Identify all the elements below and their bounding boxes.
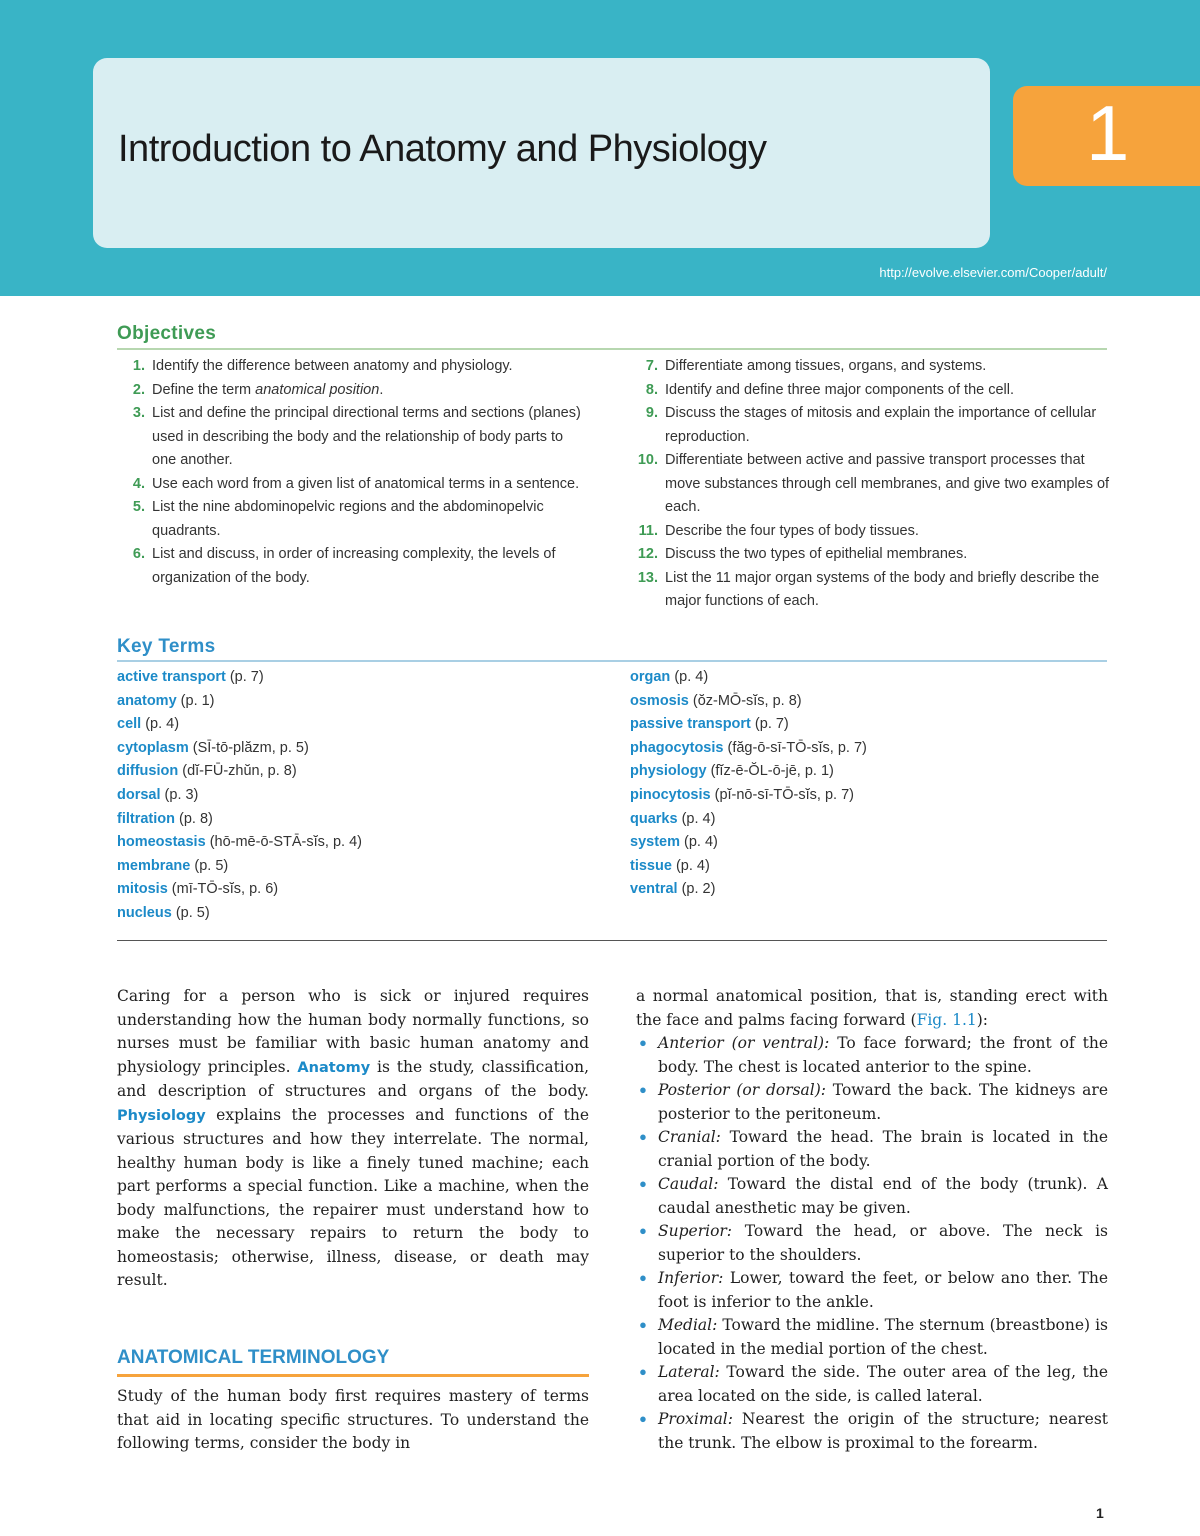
objective-text: List the 11 major organ systems of the body and briefly describe the major functions of each. — [665, 569, 1100, 609]
directional-term-text: Toward the head. The brain is located in the cranial portion of the body. — [658, 1128, 1108, 1170]
objective-item — [117, 402, 587, 473]
right-intro — [636, 985, 1108, 1032]
key-term-reference: (p. 7) — [754, 716, 789, 733]
key-term-reference: (p. 4) — [675, 857, 710, 874]
key-term-item — [630, 878, 1110, 902]
key-term-item — [117, 690, 597, 714]
objective-text-end: . — [379, 381, 384, 398]
body-paragraph-terminology: Study of the human body first requires mastery of terms that aid in locating specific structures. To understand the following terms, consider the body in — [117, 1387, 589, 1452]
key-term[interactable]: phagocytosis — [630, 739, 724, 756]
objectives-rule — [117, 348, 1107, 350]
key-term-reference: (p. 4) — [681, 810, 716, 827]
objective-text: Differentiate among tissues, organs, and systems. — [665, 358, 987, 374]
key-term-item — [630, 808, 1110, 832]
objective-text: Describe the four types of body tissues. — [665, 522, 919, 539]
directional-term-label: Medial: — [658, 1316, 718, 1334]
directional-term-item — [636, 1408, 1108, 1455]
directional-term-item — [636, 1267, 1108, 1314]
key-term-reference: (ŏz-MŌ-sĭs, p. 8) — [692, 692, 802, 709]
key-term[interactable]: osmosis — [630, 692, 689, 709]
figure-reference-link[interactable]: Fig. 1.1 — [916, 1010, 977, 1029]
term-physiology[interactable]: Physiology — [117, 1107, 206, 1124]
key-term-item — [630, 831, 1110, 855]
directional-term-text: Nearest the origin of the structure; nearest the trunk. The elbow is proximal to the forearm. — [658, 1410, 1108, 1452]
directional-term-text: Toward the distal end of the body (trunk). A caudal anesthetic may be given. — [658, 1175, 1108, 1217]
directional-term-label: Cranial: — [658, 1128, 721, 1146]
objectives-right-column — [630, 355, 1110, 614]
objective-number: 4. — [132, 475, 145, 492]
key-term-item — [117, 713, 597, 737]
term-anatomy[interactable]: Anatomy — [297, 1059, 371, 1076]
objective-number: 9. — [645, 405, 658, 421]
key-term-reference: (hō-mē-ō-STĀ-sĭs, p. 4) — [209, 834, 362, 851]
objective-item — [630, 449, 1110, 520]
section-divider — [117, 940, 1107, 941]
objective-number: 7. — [645, 358, 658, 374]
directional-term-label: Superior: — [658, 1222, 733, 1240]
directional-term-label: Posterior (or dorsal): — [658, 1081, 827, 1099]
objective-item — [117, 496, 587, 543]
key-term-reference: (p. 5) — [175, 904, 210, 921]
key-term[interactable]: mitosis — [117, 881, 168, 898]
objectives-heading: Objectives — [117, 323, 217, 344]
key-term-item — [117, 902, 597, 926]
objective-number: 3. — [132, 405, 145, 421]
directional-term-text: Toward the back. The kidneys are posterior to the peritoneum. — [658, 1081, 1109, 1123]
key-term-item — [117, 878, 597, 902]
page-number: 1 — [1096, 1505, 1104, 1521]
key-term-item — [630, 690, 1110, 714]
key-terms-heading: Key Terms — [117, 636, 216, 657]
objective-number: 13. — [637, 569, 658, 586]
directional-term-item — [636, 1173, 1108, 1220]
key-term[interactable]: diffusion — [117, 763, 179, 780]
bullet-icon: • — [638, 1034, 648, 1053]
directional-term-text: Lower, toward the feet, or below ano ther. The foot is inferior to the ankle. — [658, 1269, 1108, 1311]
key-term[interactable]: cytoplasm — [117, 739, 189, 756]
objective-text: List and discuss, in order of increasing complexity, the levels of organization of the body. — [152, 546, 556, 586]
key-term[interactable]: ventral — [630, 881, 678, 898]
key-term-reference: (p. 4) — [145, 716, 180, 733]
right-intro-text-a: a normal anatomical position, that is, standing erect with the face and palms facing forward ( — [636, 987, 1108, 1029]
objective-number: 12. — [637, 546, 658, 562]
objective-item — [117, 473, 587, 497]
key-term[interactable]: active transport — [117, 669, 226, 685]
intro-text-a: Caring for a person who is sick or injured requires understanding how the human body normally functions, so nurses must be familiar with basic human anatomy and physiology principles. — [117, 987, 589, 1076]
key-term[interactable]: pinocytosis — [630, 786, 711, 803]
key-term-reference: (p. 2) — [681, 881, 716, 898]
directional-term-label: Proximal: — [658, 1410, 733, 1428]
objective-text: Discuss the two types of epithelial membranes. — [665, 546, 968, 562]
objective-text: Use each word from a given list of anatomical terms in a sentence. — [152, 475, 580, 492]
key-term[interactable]: organ — [630, 669, 671, 685]
key-terms-left-column — [117, 666, 597, 926]
directional-term-text: Toward the head, or above. The neck is superior to the shoulders. — [658, 1222, 1108, 1264]
key-term-reference: (pĭ-nō-sī-TŌ-sĭs, p. 7) — [714, 786, 854, 803]
key-term[interactable]: dorsal — [117, 786, 161, 803]
objective-text: Identify and define three major components of the cell. — [665, 381, 1015, 398]
objective-text: Define the term — [152, 381, 256, 398]
directional-term-item — [636, 1361, 1108, 1408]
key-term-reference: (p. 8) — [179, 810, 213, 827]
directional-term-label: Anterior (or ventral): — [658, 1034, 830, 1052]
key-term-reference: (SĪ-tō-plăzm, p. 5) — [192, 739, 309, 756]
key-term-reference: (p. 4) — [684, 834, 718, 851]
directional-term-text: Toward the side. The outer area of the leg, the area located on the side, is called lateral. — [658, 1363, 1108, 1405]
objective-number: 8. — [645, 381, 658, 398]
key-term-item — [117, 784, 597, 808]
key-term[interactable]: passive transport — [630, 716, 751, 733]
directional-term-label: Lateral: — [658, 1363, 720, 1381]
objective-text: Differentiate between active and passive transport processes that move substances through cell membranes, and give two examples of each. — [665, 452, 1110, 515]
directional-term-text: To face forward; the front of the body. The chest is located anterior to the spine. — [658, 1034, 1108, 1076]
key-term[interactable]: membrane — [117, 857, 191, 874]
key-term-reference: (dĭ-FŪ-zhŭn, p. 8) — [182, 763, 297, 780]
objective-text: List and define the principal directional terms and sections (planes) used in describing the body and the relationship of body parts to one another. — [152, 405, 581, 468]
chapter-title: Introduction to Anatomy and Physiology — [118, 128, 767, 170]
directional-term-item — [636, 1079, 1108, 1126]
key-term-item — [117, 666, 597, 690]
key-term[interactable]: physiology — [630, 763, 707, 780]
key-term[interactable]: filtration — [117, 810, 175, 827]
directional-term-text: Toward the midline. The sternum (breastbone) is located in the medial portion of the chest. — [658, 1316, 1108, 1358]
key-term-reference: (făg-ō-sī-TŌ-sĭs, p. 7) — [727, 739, 867, 756]
key-term-reference: (p. 7) — [229, 669, 264, 685]
key-term-reference: (mī-TŌ-sĭs, p. 6) — [171, 881, 279, 898]
objective-item — [117, 379, 587, 403]
anatomical-terminology-heading: ANATOMICAL TERMINOLOGY — [117, 1347, 390, 1368]
key-term-item — [630, 760, 1110, 784]
objective-number: 5. — [132, 499, 145, 515]
objective-number: 10. — [637, 452, 658, 468]
objective-emphasis: anatomical position — [255, 381, 380, 398]
key-term[interactable]: tissue — [630, 857, 672, 874]
directional-term-label: Caudal: — [658, 1175, 719, 1193]
heading-underline — [117, 1374, 589, 1377]
key-term-reference: (p. 4) — [674, 669, 709, 685]
key-term-item — [117, 808, 597, 832]
objective-item — [630, 379, 1110, 403]
intro-text-b: is the study, classification, and description of structures and organs of the body. — [117, 1057, 589, 1100]
evolve-url[interactable]: http://evolve.elsevier.com/Cooper/adult/ — [879, 265, 1107, 280]
key-term-item — [630, 666, 1110, 690]
objective-text: List the nine abdominopelvic regions and the abdominopelvic quadrants. — [152, 499, 544, 539]
key-term[interactable]: homeostasis — [117, 834, 206, 851]
key-term[interactable]: cell — [117, 716, 142, 733]
bullet-icon: • — [638, 1175, 648, 1194]
objective-item — [630, 402, 1110, 449]
directional-terms-list — [636, 1032, 1108, 1455]
bullet-icon: • — [638, 1128, 648, 1147]
key-term-item — [117, 831, 597, 855]
key-term-item — [630, 737, 1110, 761]
bullet-icon: • — [638, 1222, 648, 1241]
key-term-reference: (p. 5) — [194, 857, 229, 874]
directional-term-item — [636, 1126, 1108, 1173]
objective-number: 2. — [132, 381, 145, 398]
key-terms-right-column — [630, 666, 1110, 902]
bullet-icon: • — [638, 1363, 648, 1382]
key-term[interactable]: quarks — [630, 810, 678, 827]
directional-term-item — [636, 1032, 1108, 1079]
key-term[interactable]: system — [630, 834, 680, 851]
body-paragraph-intro — [117, 985, 589, 1293]
directional-term-item — [636, 1220, 1108, 1267]
objective-item — [117, 355, 587, 379]
directional-term-label: Inferior: — [658, 1269, 724, 1287]
key-term[interactable]: anatomy — [117, 692, 177, 709]
key-term-reference: (fĭz-ē-ŎL-ō-jē, p. 1) — [710, 763, 834, 780]
key-term-item — [117, 737, 597, 761]
bullet-icon: • — [638, 1081, 648, 1100]
key-terms-rule — [117, 660, 1107, 662]
key-term-reference: (p. 1) — [180, 692, 215, 709]
key-term-item — [630, 855, 1110, 879]
objective-number: 1. — [132, 358, 145, 374]
objective-item — [630, 355, 1110, 379]
objective-item — [117, 543, 587, 590]
objective-text: Identify the difference between anatomy and physiology. — [152, 358, 513, 374]
bullet-icon: • — [638, 1269, 648, 1288]
objective-number: 11. — [638, 522, 658, 539]
objective-item — [630, 520, 1110, 544]
key-term-item — [117, 855, 597, 879]
objective-item — [630, 567, 1110, 614]
body-right-column — [636, 985, 1108, 1455]
key-term[interactable]: nucleus — [117, 904, 172, 921]
objective-text: Discuss the stages of mitosis and explain the importance of cellular reproduction. — [665, 405, 1097, 445]
bullet-icon: • — [638, 1316, 648, 1335]
bullet-icon: • — [638, 1410, 648, 1429]
key-term-item — [630, 713, 1110, 737]
objective-item — [630, 543, 1110, 567]
key-term-reference: (p. 3) — [164, 786, 199, 803]
objectives-left-column — [117, 355, 587, 590]
chapter-number: 1 — [1086, 89, 1130, 177]
intro-text-c: explains the processes and functions of the various structures and how they interrelate. The normal, healthy human body is like a finely tuned machine; each part performs a special function. Like a machine, when the body malfunctions, the repairer must understand how to make the necessary repairs to return the body to homeostasis; otherwise, illness, disease, or death may result. — [117, 1105, 589, 1289]
key-term-item — [117, 760, 597, 784]
directional-term-item — [636, 1314, 1108, 1361]
key-term-item — [630, 784, 1110, 808]
objective-number: 6. — [132, 546, 145, 562]
right-intro-text-b: ): — [976, 1010, 989, 1029]
